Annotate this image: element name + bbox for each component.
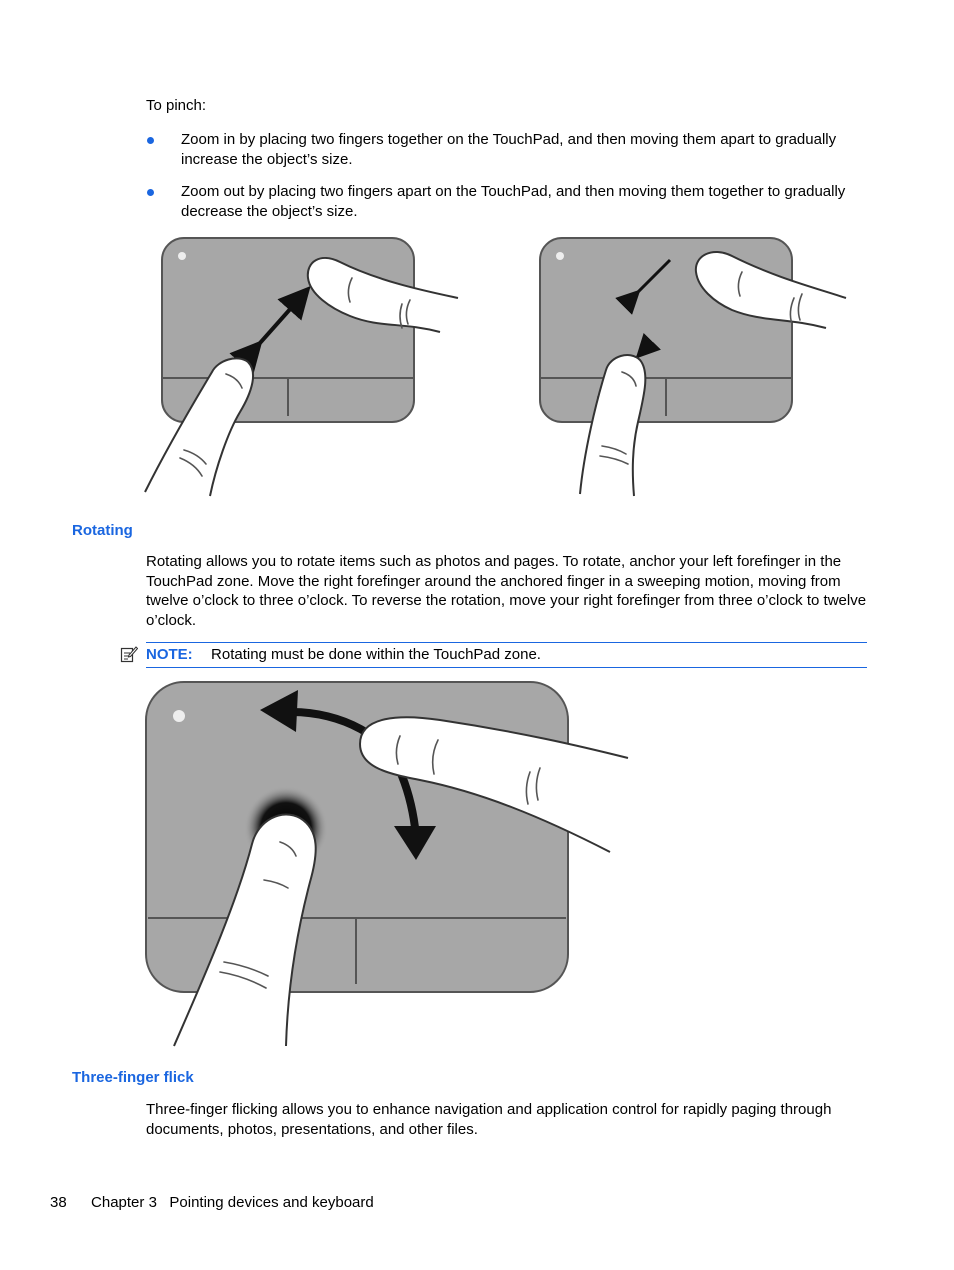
- bullet-icon: [147, 189, 154, 196]
- pinch-zoom-out-illustration: [536, 232, 852, 498]
- intro-text: To pinch:: [146, 97, 207, 114]
- rotating-body: Rotating allows you to rotate items such as photos and pages. To rotate, anchor your left forefinger in the TouchPad zone. Move the right forefinger around the anchored finger in a sweeping motion, moving from twelve o’clock to three o’clock. To reverse the rotation, move your right forefinger from three o’clock to twelve o’clock.: [146, 553, 867, 629]
- bullet-zoom-out: Zoom out by placing two fingers apart on the TouchPad, and then moving them together to gradually decrease the object’s size.: [181, 183, 846, 220]
- note-label: NOTE:: [146, 646, 193, 663]
- page-number: 38: [50, 1194, 67, 1211]
- footer: [50, 1193, 374, 1213]
- note-box: [146, 642, 867, 668]
- three-finger-heading: Three-finger flick: [72, 1069, 194, 1086]
- note-icon: [120, 645, 138, 663]
- three-finger-body: Three-finger flicking allows you to enhance navigation and application control for rapidly paging through documents, photos, presentations, and other files.: [146, 1101, 832, 1138]
- touchpad-indicator-light: [556, 252, 564, 260]
- chapter-title: Chapter 3 Pointing devices and keyboard: [91, 1194, 374, 1211]
- note-text: Rotating must be done within the TouchPad zone.: [211, 646, 541, 663]
- pinch-zoom-in-illustration: [140, 232, 460, 498]
- rotating-heading: Rotating: [72, 522, 133, 539]
- bullet-icon: [147, 137, 154, 144]
- rotate-illustration: [140, 676, 632, 1048]
- touchpad-indicator-light: [178, 252, 186, 260]
- bullet-zoom-in: Zoom in by placing two fingers together on the TouchPad, and then moving them apart to gradually increase the object’s size.: [181, 131, 837, 168]
- touchpad-indicator-light: [173, 710, 185, 722]
